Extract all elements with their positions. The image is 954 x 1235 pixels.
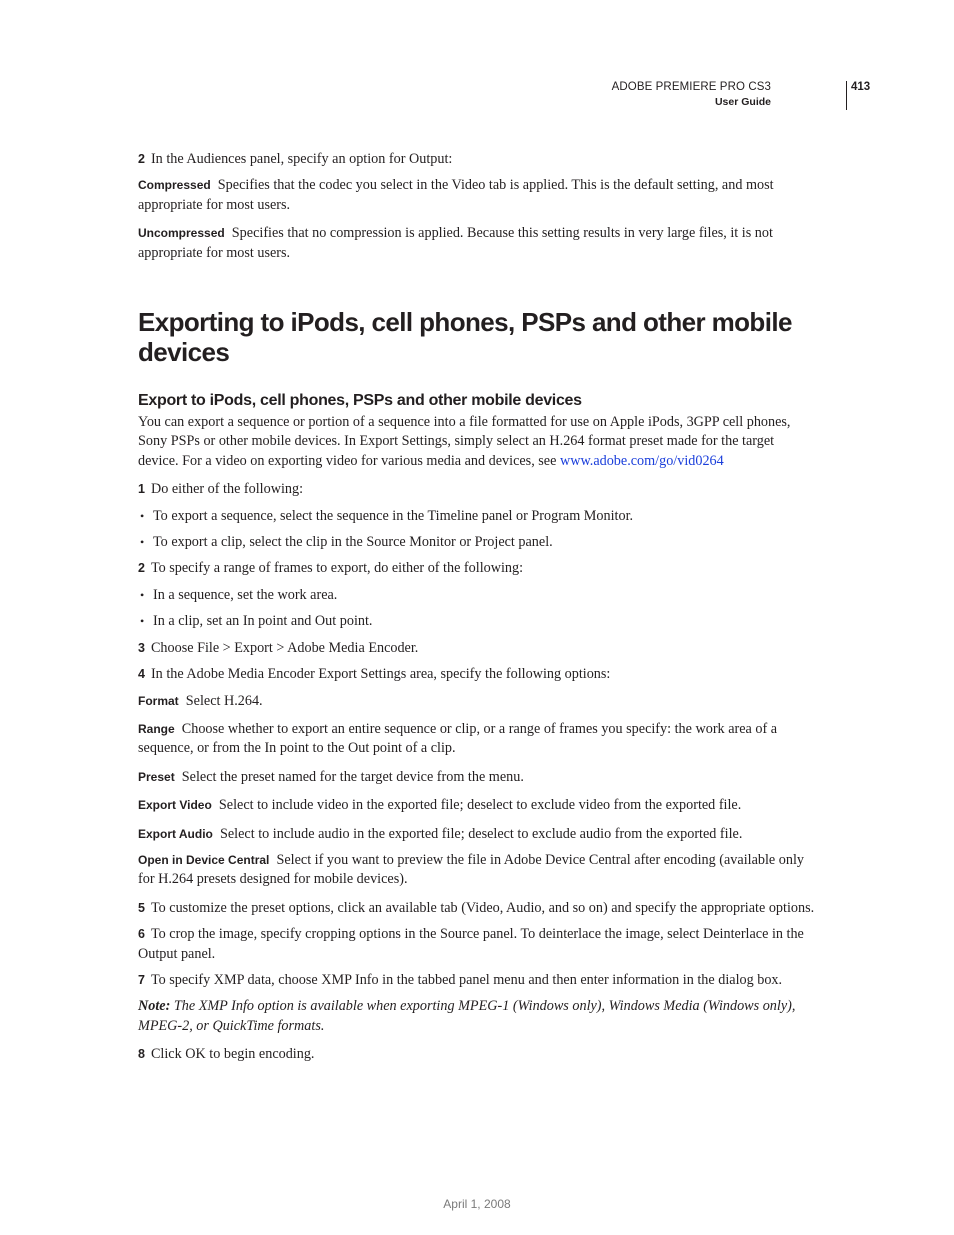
- step-7: 7 To specify XMP data, choose XMP Info in the tabbed panel menu and then enter information in the dialog box.: [138, 971, 783, 988]
- option-preset: Preset Select the preset named for the target device from the menu.: [138, 768, 524, 785]
- step-5: 5 To customize the preset options, click an available tab (Video, Audio, and so on) and specify the appropriate options.: [138, 899, 815, 916]
- footer-date: April 1, 2008: [443, 1197, 511, 1211]
- bullet-item: • To export a clip, select the clip in the Source Monitor or Project panel.: [138, 533, 818, 552]
- option-export-video: Export Video Select to include video in the exported file; deselect to exclude video from the exported file.: [138, 797, 742, 814]
- video-link[interactable]: www.adobe.com/go/vid0264: [559, 452, 724, 469]
- step-2-audiences: 2 In the Audiences panel, specify an option for Output:: [138, 151, 453, 167]
- section-heading: Exporting to iPods, cell phones, PSPs and other mobile devices: [138, 307, 792, 368]
- page-body: [138, 150, 818, 1065]
- page-number: 413: [851, 81, 871, 93]
- step-1: 1 Do either of the following:: [138, 481, 304, 498]
- option-device-central: Open in Device Central Select if you want to preview the file in Adobe Device Central after encoding (available only for H.264 presets designed for mobile devices).: [138, 851, 804, 888]
- bullet-item: • In a clip, set an In point and Out point.: [138, 612, 818, 631]
- option-export-audio: Export Audio Select to include audio in the exported file; deselect to exclude audio from the exported file.: [138, 825, 743, 842]
- step-8: 8 Click OK to begin encoding.: [138, 1046, 315, 1063]
- running-header: [612, 79, 843, 109]
- bullet-item: • To export a sequence, select the sequence in the Timeline panel or Program Monitor.: [138, 507, 818, 526]
- guide-name: User Guide: [714, 96, 771, 108]
- option-uncompressed: Uncompressed Specifies that no compression is applied. Because this setting results in very large files, it is not appropriate for most users.: [138, 225, 773, 261]
- step-3: 3 Choose File > Export > Adobe Media Encoder.: [138, 639, 419, 656]
- step-4: 4 In the Adobe Media Encoder Export Settings area, specify the following options:: [138, 666, 611, 683]
- option-format: Format Select H.264.: [138, 692, 263, 709]
- bullet-item: • In a sequence, set the work area.: [138, 586, 818, 605]
- product-name: ADOBE PREMIERE PRO CS3: [611, 81, 771, 93]
- step-6: 6 To crop the image, specify cropping options in the Source panel. To deinterlace the image, select Deinterlace in the Output panel.: [138, 926, 804, 962]
- option-range: Range Choose whether to export an entire sequence or clip, or a range of frames you specify: the work area of a sequence, or from the In point to the Out point of a clip.: [138, 720, 778, 757]
- section-intro: You can export a sequence or portion of a sequence into a file formatted for use on Apple iPods, 3GPP cell phones, Sony PSPs or other mobile devices. In Export Settings, simply select an H.264 format preset made for the target device. For a video on exporting video for various media and devices, see www.adobe.com/go/vid0264: [138, 414, 791, 469]
- subsection-heading: Export to iPods, cell phones, PSPs and other mobile devices: [138, 392, 582, 410]
- header-divider: [846, 81, 847, 110]
- note: Note: The XMP Info option is available when exporting MPEG-1 (Windows only), Windows Media (Windows only), MPEG-2, or QuickTime formats.: [138, 998, 796, 1034]
- step-2: 2 To specify a range of frames to export, do either of the following:: [138, 560, 524, 577]
- option-compressed: Compressed Specifies that the codec you select in the Video tab is applied. This is the default setting, and most appropriate for most users.: [138, 177, 774, 213]
